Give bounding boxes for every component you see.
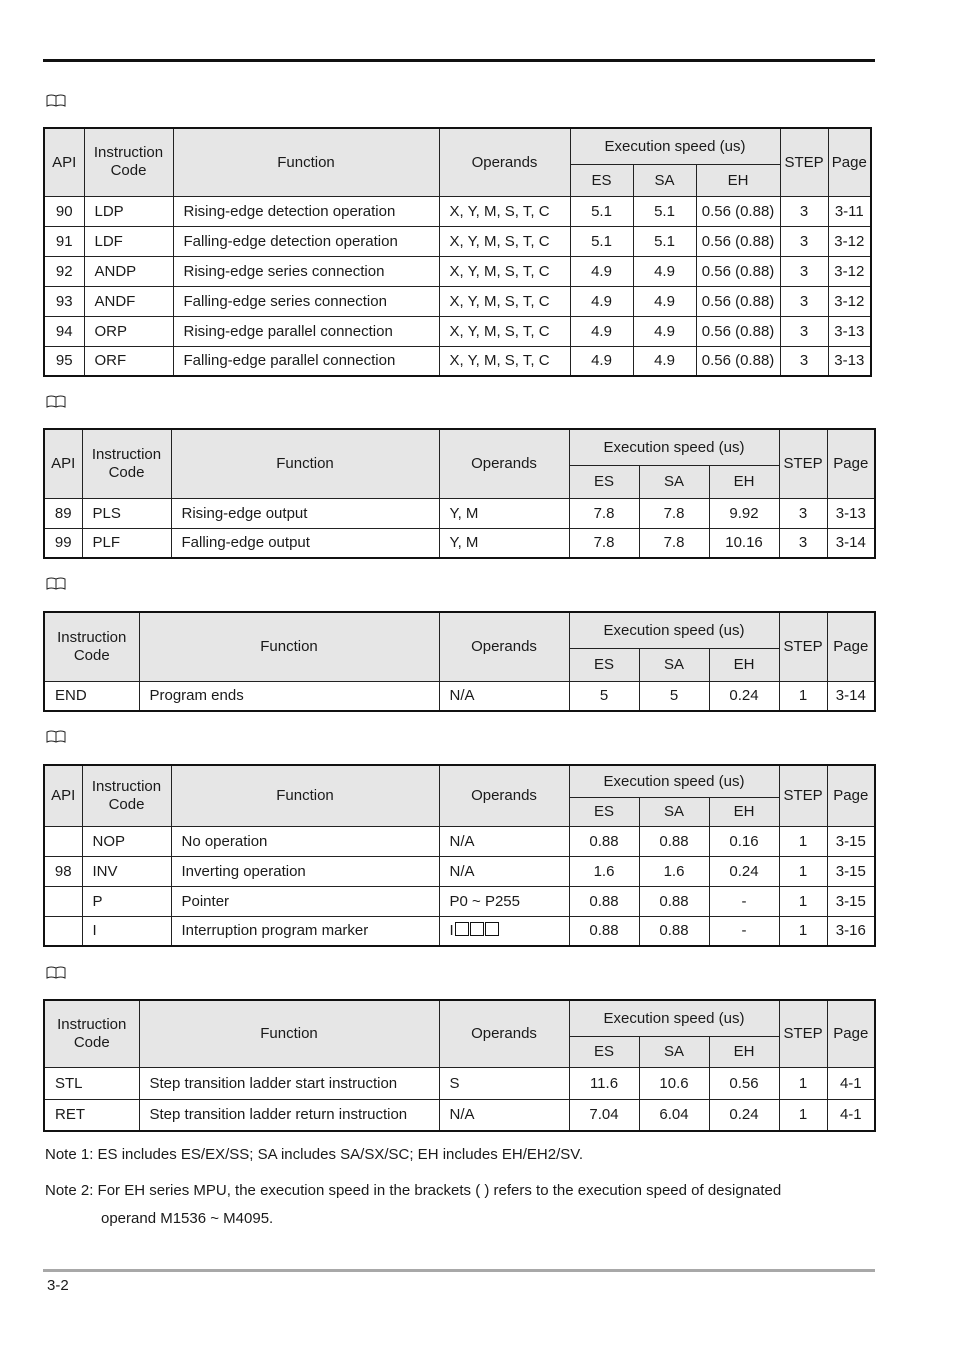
cell-operands: X, Y, M, S, T, C xyxy=(439,346,570,376)
cell-es: 7.04 xyxy=(569,1099,639,1131)
placeholder-box-icon xyxy=(455,922,469,936)
cell-code: I xyxy=(82,916,171,946)
cell-eh: 0.56 (0.88) xyxy=(696,256,780,286)
cell-code: ORF xyxy=(84,346,173,376)
cell-sa: 5.1 xyxy=(633,226,696,256)
header-sa: SA xyxy=(633,164,696,196)
cell-api: 98 xyxy=(44,856,82,886)
header-operands: Operands xyxy=(439,429,569,498)
cell-step: 1 xyxy=(779,681,827,711)
cell-function: Falling-edge parallel connection xyxy=(173,346,439,376)
cell-function: Rising-edge detection operation xyxy=(173,196,439,226)
table-row xyxy=(44,346,871,376)
header-step: STEP xyxy=(779,1000,827,1067)
cell-sa: 4.9 xyxy=(633,346,696,376)
table-row xyxy=(44,826,875,856)
table-row xyxy=(44,226,871,256)
cell-eh: - xyxy=(709,916,779,946)
cell-eh: 0.56 (0.88) xyxy=(696,226,780,256)
cell-page: 3-15 xyxy=(827,856,875,886)
cell-code: PLF xyxy=(82,528,171,558)
cell-es: 11.6 xyxy=(569,1067,639,1099)
header-sa: SA xyxy=(639,648,709,681)
header-page: Page xyxy=(828,128,871,196)
cell-step: 1 xyxy=(779,1099,827,1131)
header-step: STEP xyxy=(780,128,828,196)
table-row xyxy=(44,498,875,528)
cell-function: Rising-edge parallel connection xyxy=(173,316,439,346)
cell-code: INV xyxy=(82,856,171,886)
cell-eh: - xyxy=(709,886,779,916)
cell-step: 1 xyxy=(779,916,827,946)
table-row xyxy=(44,856,875,886)
header-function: Function xyxy=(173,128,439,196)
header-page: Page xyxy=(827,765,875,826)
cell-es: 4.9 xyxy=(570,256,633,286)
header-es: ES xyxy=(569,648,639,681)
table-edge-detection xyxy=(43,127,872,377)
cell-operands: Y, M xyxy=(439,528,569,558)
cell-sa: 4.9 xyxy=(633,256,696,286)
header-execution-speed: Execution speed (us) xyxy=(569,765,779,797)
cell-step: 3 xyxy=(780,196,828,226)
footer-rule xyxy=(43,1269,875,1272)
cell-operands: N/A xyxy=(439,1099,569,1131)
header-execution-speed: Execution speed (us) xyxy=(569,429,779,465)
header-sa: SA xyxy=(639,797,709,826)
header-operands: Operands xyxy=(439,128,570,196)
cell-sa: 0.88 xyxy=(639,916,709,946)
header-instruction-code: Instruction Code xyxy=(82,429,171,498)
cell-operands: X, Y, M, S, T, C xyxy=(439,286,570,316)
cell-es: 7.8 xyxy=(569,528,639,558)
header-api: API xyxy=(44,765,82,826)
cell-code: ORP xyxy=(84,316,173,346)
cell-function: Falling-edge series connection xyxy=(173,286,439,316)
cell-function: Falling-edge output xyxy=(171,528,439,558)
cell-step: 3 xyxy=(780,316,828,346)
note-2-line-1: Note 2: For EH series MPU, the execution speed in the brackets ( ) refers to the execution speed of designated xyxy=(45,1182,782,1199)
note-2 xyxy=(45,1177,781,1233)
table-row xyxy=(44,1099,875,1131)
header-eh: EH xyxy=(709,1036,779,1067)
cell-page: 3-15 xyxy=(827,886,875,916)
header-page: Page xyxy=(827,612,875,681)
header-eh: EH xyxy=(709,797,779,826)
cell-eh: 0.56 xyxy=(709,1067,779,1099)
cell-sa: 7.8 xyxy=(639,498,709,528)
cell-eh: 10.16 xyxy=(709,528,779,558)
cell-page: 4-1 xyxy=(827,1099,875,1131)
cell-code: ANDF xyxy=(84,286,173,316)
cell-code: RET xyxy=(44,1099,139,1131)
table-row xyxy=(44,1067,875,1099)
header-instruction-code: Instruction Code xyxy=(44,612,139,681)
cell-sa: 4.9 xyxy=(633,316,696,346)
book-icon xyxy=(46,577,66,591)
table-step-ladder xyxy=(43,999,876,1132)
cell-operands xyxy=(439,916,569,946)
cell-api: 91 xyxy=(44,226,84,256)
cell-step: 1 xyxy=(779,886,827,916)
cell-eh: 0.56 (0.88) xyxy=(696,286,780,316)
cell-page: 3-13 xyxy=(827,498,875,528)
cell-code: STL xyxy=(44,1067,139,1099)
cell-operands: S xyxy=(439,1067,569,1099)
header-instruction-code: Instruction Code xyxy=(82,765,171,826)
table-row xyxy=(44,528,875,558)
cell-eh: 0.16 xyxy=(709,826,779,856)
cell-function: Program ends xyxy=(139,681,439,711)
cell-code: NOP xyxy=(82,826,171,856)
cell-operands: N/A xyxy=(439,856,569,886)
header-operands: Operands xyxy=(439,765,569,826)
cell-page: 3-14 xyxy=(827,528,875,558)
cell-es: 0.88 xyxy=(569,886,639,916)
header-operands: Operands xyxy=(439,1000,569,1067)
cell-function: Pointer xyxy=(171,886,439,916)
cell-api: 89 xyxy=(44,498,82,528)
cell-operands: X, Y, M, S, T, C xyxy=(439,256,570,286)
cell-function: Step transition ladder start instruction xyxy=(139,1067,439,1099)
header-step: STEP xyxy=(779,429,827,498)
table-row xyxy=(44,256,871,286)
cell-function: Rising-edge series connection xyxy=(173,256,439,286)
header-api: API xyxy=(44,429,82,498)
cell-es: 7.8 xyxy=(569,498,639,528)
cell-api xyxy=(44,886,82,916)
cell-operands: P0 ~ P255 xyxy=(439,886,569,916)
table-row xyxy=(44,286,871,316)
header-es: ES xyxy=(570,164,633,196)
cell-code: LDP xyxy=(84,196,173,226)
cell-sa: 1.6 xyxy=(639,856,709,886)
cell-eh: 9.92 xyxy=(709,498,779,528)
cell-step: 3 xyxy=(780,286,828,316)
cell-function: Rising-edge output xyxy=(171,498,439,528)
cell-es: 4.9 xyxy=(570,286,633,316)
header-sa: SA xyxy=(639,1036,709,1067)
header-page: Page xyxy=(827,1000,875,1067)
cell-page: 4-1 xyxy=(827,1067,875,1099)
cell-step: 3 xyxy=(780,346,828,376)
cell-function: Falling-edge detection operation xyxy=(173,226,439,256)
cell-page: 3-12 xyxy=(828,226,871,256)
cell-page: 3-13 xyxy=(828,316,871,346)
note-2-line-2: operand M1536 ~ M4095. xyxy=(101,1210,274,1227)
header-instruction-code: Instruction Code xyxy=(44,1000,139,1067)
cell-page: 3-11 xyxy=(828,196,871,226)
cell-step: 1 xyxy=(779,826,827,856)
page-number: 3-2 xyxy=(47,1277,69,1294)
book-icon xyxy=(46,730,66,744)
header-execution-speed: Execution speed (us) xyxy=(569,612,779,648)
header-function: Function xyxy=(139,1000,439,1067)
book-icon xyxy=(46,395,66,409)
cell-operands: X, Y, M, S, T, C xyxy=(439,226,570,256)
cell-es: 0.88 xyxy=(569,826,639,856)
cell-api: 95 xyxy=(44,346,84,376)
cell-operands: X, Y, M, S, T, C xyxy=(439,196,570,226)
header-rule xyxy=(43,59,875,62)
cell-sa: 0.88 xyxy=(639,826,709,856)
cell-eh: 0.56 (0.88) xyxy=(696,196,780,226)
operand-prefix: I xyxy=(449,922,454,940)
cell-code: P xyxy=(82,886,171,916)
header-step: STEP xyxy=(779,612,827,681)
header-step: STEP xyxy=(779,765,827,826)
cell-sa: 5 xyxy=(639,681,709,711)
cell-sa: 10.6 xyxy=(639,1067,709,1099)
cell-api: 93 xyxy=(44,286,84,316)
header-eh: EH xyxy=(709,465,779,498)
header-api: API xyxy=(44,128,84,196)
cell-function: Inverting operation xyxy=(171,856,439,886)
table-pulse-output xyxy=(43,428,876,559)
cell-eh: 0.24 xyxy=(709,856,779,886)
placeholder-box-icon xyxy=(485,922,499,936)
cell-es: 5.1 xyxy=(570,196,633,226)
header-es: ES xyxy=(569,797,639,826)
cell-function: Step transition ladder return instruction xyxy=(139,1099,439,1131)
cell-es: 5.1 xyxy=(570,226,633,256)
table-row xyxy=(44,886,875,916)
header-eh: EH xyxy=(709,648,779,681)
cell-api: 90 xyxy=(44,196,84,226)
cell-sa: 5.1 xyxy=(633,196,696,226)
cell-code: END xyxy=(44,681,139,711)
header-es: ES xyxy=(569,1036,639,1067)
cell-page: 3-15 xyxy=(827,826,875,856)
cell-api: 92 xyxy=(44,256,84,286)
cell-sa: 4.9 xyxy=(633,286,696,316)
book-icon xyxy=(46,94,66,108)
cell-page: 3-12 xyxy=(828,256,871,286)
cell-page: 3-13 xyxy=(828,346,871,376)
cell-eh: 0.24 xyxy=(709,1099,779,1131)
cell-operands: N/A xyxy=(439,681,569,711)
cell-page: 3-16 xyxy=(827,916,875,946)
header-execution-speed: Execution speed (us) xyxy=(570,128,780,164)
placeholder-box-icon xyxy=(470,922,484,936)
cell-api: 94 xyxy=(44,316,84,346)
header-sa: SA xyxy=(639,465,709,498)
note-1: Note 1: ES includes ES/EX/SS; SA includes SA/SX/SC; EH includes EH/EH2/SV. xyxy=(45,1146,584,1163)
cell-operands: Y, M xyxy=(439,498,569,528)
cell-api xyxy=(44,826,82,856)
header-execution-speed: Execution speed (us) xyxy=(569,1000,779,1036)
cell-operands: N/A xyxy=(439,826,569,856)
cell-step: 1 xyxy=(779,1067,827,1099)
cell-es: 4.9 xyxy=(570,316,633,346)
cell-step: 3 xyxy=(780,256,828,286)
cell-api xyxy=(44,916,82,946)
cell-code: LDF xyxy=(84,226,173,256)
header-instruction-code: Instruction Code xyxy=(84,128,173,196)
header-function: Function xyxy=(139,612,439,681)
cell-operands: X, Y, M, S, T, C xyxy=(439,316,570,346)
table-end xyxy=(43,611,876,712)
header-es: ES xyxy=(569,465,639,498)
cell-step: 1 xyxy=(779,856,827,886)
cell-es: 1.6 xyxy=(569,856,639,886)
table-row xyxy=(44,916,875,946)
cell-eh: 0.24 xyxy=(709,681,779,711)
cell-sa: 0.88 xyxy=(639,886,709,916)
cell-eh: 0.56 (0.88) xyxy=(696,346,780,376)
cell-code: PLS xyxy=(82,498,171,528)
cell-es: 0.88 xyxy=(569,916,639,946)
cell-api: 99 xyxy=(44,528,82,558)
cell-code: ANDP xyxy=(84,256,173,286)
cell-step: 3 xyxy=(780,226,828,256)
table-misc xyxy=(43,764,876,947)
cell-function: Interruption program marker xyxy=(171,916,439,946)
cell-es: 5 xyxy=(569,681,639,711)
cell-function: No operation xyxy=(171,826,439,856)
table-row xyxy=(44,196,871,226)
header-function: Function xyxy=(171,429,439,498)
header-operands: Operands xyxy=(439,612,569,681)
book-icon xyxy=(46,966,66,980)
table-row xyxy=(44,681,875,711)
cell-sa: 7.8 xyxy=(639,528,709,558)
cell-sa: 6.04 xyxy=(639,1099,709,1131)
cell-step: 3 xyxy=(779,528,827,558)
cell-eh: 0.56 (0.88) xyxy=(696,316,780,346)
cell-page: 3-12 xyxy=(828,286,871,316)
header-function: Function xyxy=(171,765,439,826)
cell-step: 3 xyxy=(779,498,827,528)
header-page: Page xyxy=(827,429,875,498)
cell-page: 3-14 xyxy=(827,681,875,711)
cell-es: 4.9 xyxy=(570,346,633,376)
table-row xyxy=(44,316,871,346)
header-eh: EH xyxy=(696,164,780,196)
